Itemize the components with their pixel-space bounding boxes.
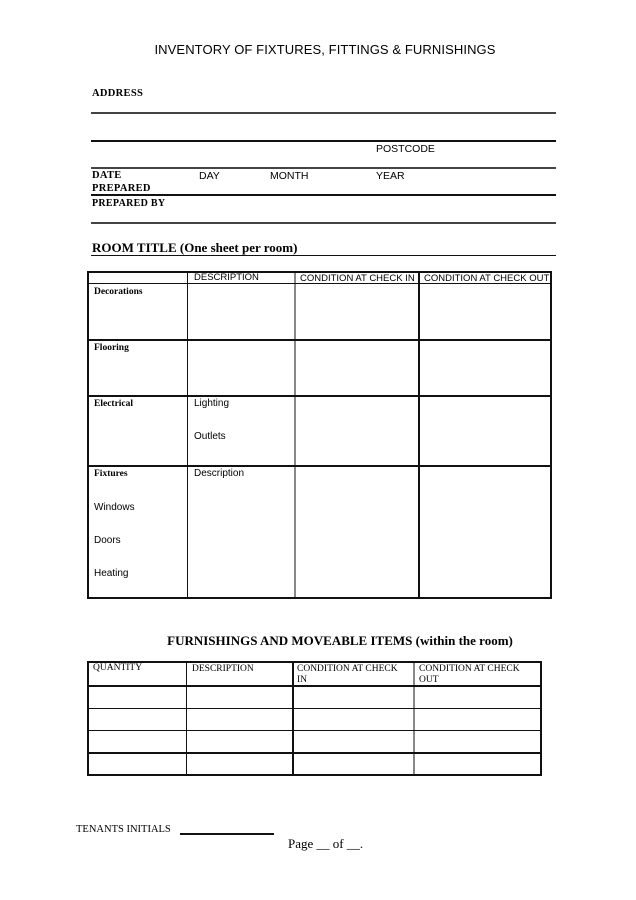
row-label-electrical: Electrical [94, 399, 134, 409]
col-header-condition-in [297, 664, 398, 686]
col-header-quantity: QUANTITY [93, 663, 143, 673]
room-condition-table [87, 271, 552, 599]
tenants-initials-line[interactable] [180, 833, 274, 835]
col-header-description: DESCRIPTION [194, 272, 259, 283]
electrical-lighting: Lighting [194, 398, 230, 409]
address-label: ADDRESS [92, 88, 144, 99]
col-divider [186, 663, 187, 774]
row-divider [89, 730, 540, 731]
fixtures-description: Description [194, 468, 245, 479]
page-number: Page __ of __. [288, 836, 364, 851]
fixtures-windows: Windows [94, 502, 135, 513]
col-divider [413, 663, 415, 774]
condition-out-line2: OUT [419, 675, 439, 685]
row-divider [89, 395, 550, 397]
col-divider [292, 663, 294, 774]
date-prepared-label-line2: PREPARED [92, 183, 151, 194]
condition-in-line2: IN [297, 675, 308, 685]
postcode-line[interactable] [91, 167, 556, 169]
document-title: INVENTORY OF FIXTURES, FITTINGS & FURNISHINGS [154, 42, 496, 57]
furnishings-table [87, 661, 542, 776]
row-label-fixtures: Fixtures [94, 469, 128, 479]
electrical-outlets: Outlets [194, 431, 226, 442]
prepared-by-label: PREPARED BY [92, 198, 166, 209]
prepared-by-line[interactable] [91, 222, 556, 224]
col-header-condition-out: CONDITION AT CHECK OUT [424, 273, 550, 284]
col-divider [418, 273, 420, 597]
col-header-condition-in: CONDITION AT CHECK IN [300, 273, 415, 284]
row-label-decorations: Decorations [94, 287, 143, 297]
fixtures-heating: Heating [94, 568, 129, 579]
fixtures-doors: Doors [94, 535, 121, 546]
furnishings-heading: FURNISHINGS AND MOVEABLE ITEMS (within the room) [167, 633, 513, 648]
col-divider [294, 273, 296, 597]
row-divider [89, 752, 540, 754]
date-line[interactable] [91, 194, 556, 196]
col-divider [187, 273, 188, 597]
room-title-line[interactable] [91, 255, 556, 256]
row-divider [89, 465, 550, 467]
row-divider [89, 339, 550, 341]
year-label: YEAR [376, 170, 405, 182]
address-line-1[interactable] [91, 112, 556, 114]
postcode-label: POSTCODE [376, 143, 435, 155]
month-label: MONTH [270, 170, 309, 182]
col-header-description: DESCRIPTION [192, 664, 254, 674]
condition-in-line1: CONDITION AT CHECK [297, 664, 398, 674]
tenants-initials-label: TENANTS INITIALS [76, 824, 171, 835]
room-title-heading: ROOM TITLE (One sheet per room) [92, 240, 298, 255]
day-label: DAY [199, 170, 220, 182]
row-divider [89, 708, 540, 709]
row-label-flooring: Flooring [94, 343, 129, 353]
address-line-2[interactable] [91, 140, 556, 142]
condition-out-line1: CONDITION AT CHECK [419, 664, 520, 674]
col-header-condition-out [419, 664, 520, 686]
date-prepared-label-line1: DATE [92, 170, 122, 181]
